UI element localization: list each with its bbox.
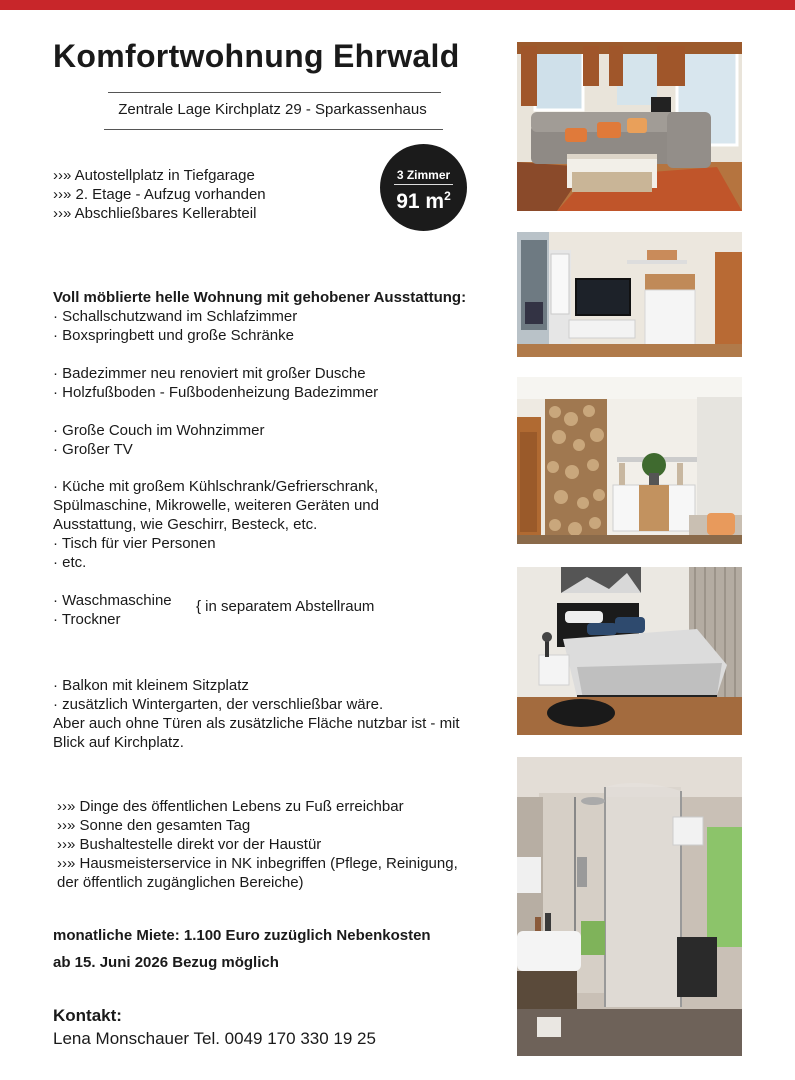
badge-rooms: 3 Zimmer xyxy=(396,168,451,182)
balcony-line: · Balkon mit kleinem Sitzplatz xyxy=(53,677,249,694)
bathroom-photo xyxy=(517,757,742,1056)
living-room-photo xyxy=(517,42,742,211)
living-area-photo xyxy=(517,377,742,544)
bedroom-photo xyxy=(517,567,742,735)
balcony-line: Blick auf Kirchplatz. xyxy=(53,734,184,751)
subtitle-rule-bottom xyxy=(104,129,443,130)
balcony-line: Aber auch ohne Türen als zusätzliche Fläche nutzbar ist - mit xyxy=(53,715,460,732)
top-accent-bar xyxy=(0,0,795,10)
furnished-line: · Tisch für vier Personen xyxy=(53,535,216,552)
contact-line: Lena Monschauer Tel. 0049 170 330 19 25 xyxy=(53,1029,376,1048)
tv-wall-unit-photo xyxy=(517,232,742,357)
furnished-line: · Großer TV xyxy=(53,441,133,458)
laundry-item: · Trockner xyxy=(53,611,121,628)
rent-info: monatliche Miete: 1.100 Euro zuzüglich Nebenkosten xyxy=(53,927,431,944)
feature-bottom-line: ››» Hausmeisterservice in NK inbegriffen (Pflege, Reinigung, xyxy=(57,855,458,872)
furnished-line: · etc. xyxy=(53,554,87,571)
feature-bottom-line: ››» Bushaltestelle direkt vor der Haustür xyxy=(57,836,322,853)
furnished-line: · Große Couch im Wohnzimmer xyxy=(53,422,265,439)
contact-heading: Kontakt: xyxy=(53,1006,122,1025)
badge-divider xyxy=(394,184,453,185)
feature-bottom-line: der öffentlich zugänglichen Bereiche) xyxy=(57,874,304,891)
feature-parking: ››» Autostellplatz in Tiefgarage xyxy=(53,167,255,184)
badge-area-value: 91 m xyxy=(396,190,445,213)
laundry-note: { in separatem Abstellraum xyxy=(196,598,375,615)
laundry-item: · Waschmaschine xyxy=(53,592,172,609)
subtitle-rule-top xyxy=(108,92,441,93)
furnished-line: · Boxspringbett und große Schränke xyxy=(53,327,294,344)
page-title: Komfortwohnung Ehrwald xyxy=(53,38,460,74)
furnished-line: · Küche mit großem Kühlschrank/Gefrierschrank, xyxy=(53,478,379,495)
badge-area-unit: 2 xyxy=(444,189,451,203)
badge-area xyxy=(380,189,467,214)
furnished-line: · Badezimmer neu renoviert mit großer Dusche xyxy=(53,365,366,382)
furnished-line: Ausstattung, wie Geschirr, Besteck, etc. xyxy=(53,516,318,533)
feature-elevator: ››» 2. Etage - Aufzug vorhanden xyxy=(53,186,266,203)
furnished-line: · Schallschutzwand im Schlafzimmer xyxy=(53,308,298,325)
feature-bottom-line: ››» Dinge des öffentlichen Lebens zu Fuß erreichbar xyxy=(57,798,404,815)
furnished-heading: Voll möblierte helle Wohnung mit gehobener Ausstattung: xyxy=(53,289,467,306)
move-in-info: ab 15. Juni 2026 Bezug möglich xyxy=(53,954,279,971)
furnished-line: · Holzfußboden - Fußbodenheizung Badezimmer xyxy=(53,384,379,401)
furnished-line: Spülmaschine, Mikrowelle, weiteren Geräten und xyxy=(53,497,379,514)
balcony-line: · zusätzlich Wintergarten, der verschließbar wäre. xyxy=(53,696,384,713)
subtitle-address: Zentrale Lage Kirchplatz 29 - Sparkassenhaus xyxy=(118,101,427,118)
feature-cellar: ››» Abschließbares Kellerabteil xyxy=(53,205,257,222)
feature-bottom-line: ››» Sonne den gesamten Tag xyxy=(57,817,251,834)
rooms-area-badge xyxy=(380,144,467,231)
